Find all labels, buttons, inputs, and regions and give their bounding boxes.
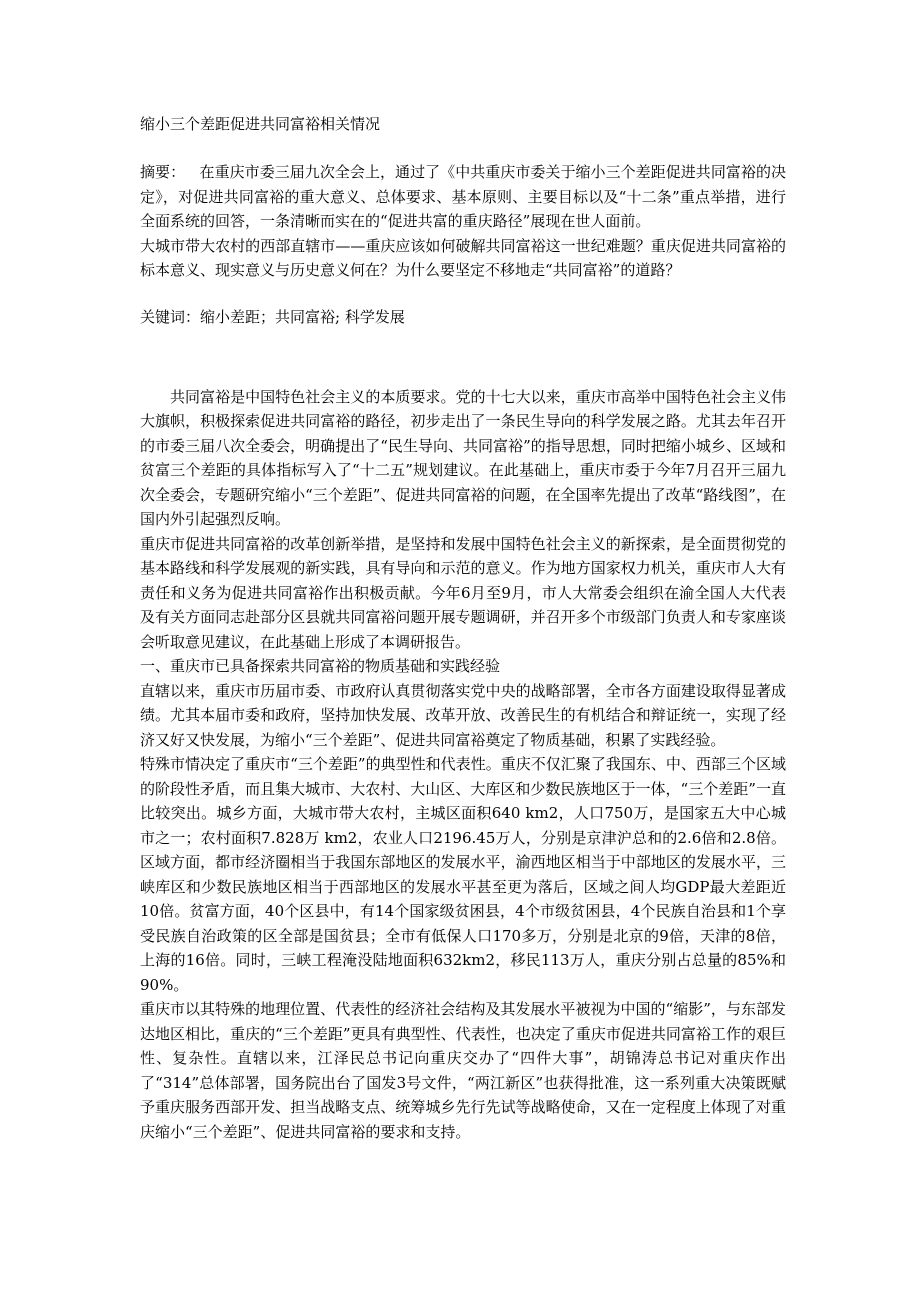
abstract-text: 在重庆市委三届九次全会上，通过了《中共重庆市委关于缩小三个差距促进共同富裕的决定》，对促进共同富裕的重大意义、总体要求、基本原则、主要目标以及“十二条”重点举措，进行全面系统的回答，一条清晰而实在的“促进共富的重庆路径”展现在世人面前。 (140, 163, 786, 230)
document-body (140, 385, 786, 1145)
paragraph: 直辖以来，重庆市历届市委、市政府认真贯彻落实党中央的战略部署，全市各方面建设取得显著成绩。尤其本届市委和政府，坚持加快发展、改革开放、改善民生的有机结合和辩证统一，实现了经济又好又快发展，为缩小“三个差距”、促进共同富裕奠定了物质基础，积累了实践经验。 (140, 681, 786, 749)
abstract-label: 摘要： (140, 163, 186, 181)
paragraph: 重庆市以其特殊的地理位置、代表性的经济社会结构及其发展水平被视为中国的“缩影”，与东部发达地区相比，重庆的“三个差距”更具有典型性、代表性，也决定了重庆市促进共同富裕工作的艰巨性、复杂性。直辖以来，江泽民总书记向重庆交办了“四件大事”，胡锦涛总书记对重庆作出了“314”总体部署，国务院出台了国发3号文件，“两江新区”也获得批准，这一系列重大决策既赋予重庆服务西部开发、担当战略支点、统筹城乡先行先试等战略使命，又在一定程度上体现了对重庆缩小“三个差距”、促进共同富裕的要求和支持。 (140, 1000, 786, 1141)
paragraph: 共同富裕是中国特色社会主义的本质要求。党的十七大以来，重庆市高举中国特色社会主义伟大旗帜，积极探索促进共同富裕的路径，初步走出了一条民生导向的科学发展之路。尤其去年召开的市委三届八次全委会，明确提出了“民生导向、共同富裕”的指导思想，同时把缩小城乡、区域和贫富三个差距的具体指标写入了“十二五”规划建议。在此基础上，重庆市委于今年7月召开三届九次全委会，专题研究缩小“三个差距”、促进共同富裕的问题，在全国率先提出了改革“路线图”，在国内外引起强烈反响。 (140, 387, 786, 528)
abstract-question: 大城市带大农村的西部直辖市——重庆应该如何破解共同富裕这一世纪难题？重庆促进共同富裕的标本意义、现实意义与历史意义何在？为什么要坚定不移地走“共同富裕”的道路？ (140, 236, 786, 279)
keywords: 关键词：缩小差距；共同富裕; 科学发展 (140, 307, 405, 326)
document-title: 缩小三个差距促进共同富裕相关情况 (140, 115, 381, 133)
document-page (140, 112, 786, 1144)
abstract (140, 160, 786, 234)
paragraph: 重庆市促进共同富裕的改革创新举措，是坚持和发展中国特色社会主义的新探索，是全面贯彻党的基本路线和科学发展观的新实践，具有导向和示范的意义。作为地方国家权力机关，重庆市人大有责任和义务为促进共同富裕作出积极贡献。今年6月至9月，市人大常委会组织在渝全国人大代表及有关方面同志赴部分区县就共同富裕问题开展专题调研，并召开多个市级部门负责人和专家座谈会听取意见建议，在此基础上形成了本调研报告。 (140, 534, 786, 651)
paragraph: 特殊市情决定了重庆市“三个差距”的典型性和代表性。重庆不仅汇聚了我国东、中、西部三个区域的阶段性矛盾，而且集大城市、大农村、大山区、大库区和少数民族地区于一体，“三个差距”一直比较突出。城乡方面，大城市带大农村，主城区面积640 km2，人口750万，是国家五大中心城市之一；农村面积7.828万 km2，农业人口2196.45万人，分别是京津沪总和的2.6倍和2.8倍。区域方面，都市经济圈相当于我国东部地区的发展水平，渝西地区相当于中部地区的发展水平，三峡库区和少数民族地区相当于西部地区的发展水平甚至更为落后，区域之间人均GDP最大差距近10倍。贫富方面，40个区县中，有14个国家级贫困县，4个市级贫困县，4个民族自治县和1个享受民族自治政策的区全部是国贫县；全市有低保人口170多万，分别是北京的9倍，天津的8倍，上海的16倍。同时，三峡工程淹没陆地面积632km2，移民113万人，重庆分别占总量的85%和90%。 (140, 755, 786, 994)
section-heading: 一、重庆市已具备探索共同富裕的物质基础和实践经验 (140, 657, 501, 675)
